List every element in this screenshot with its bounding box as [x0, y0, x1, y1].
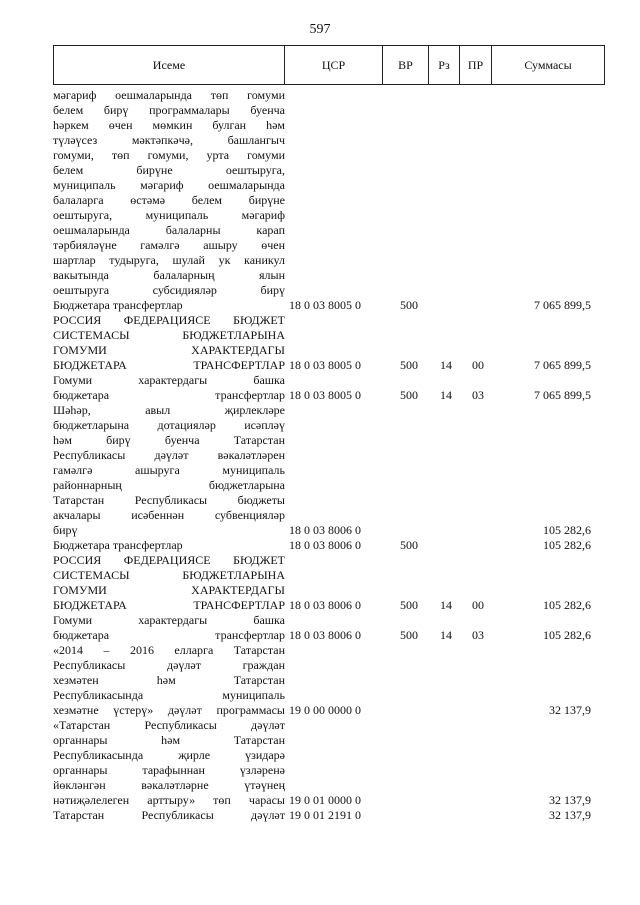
- row-name-line: Татарстан Республикасы дәүләт: [53, 808, 285, 822]
- row-name: [53, 298, 285, 313]
- row-name-line: нәтиҗәлелеген арттыру» төп чарасы: [53, 793, 285, 807]
- row-name: [53, 373, 285, 403]
- row-csr: 19 0 00 0000 0: [289, 703, 361, 717]
- row-name-line: бюджетара трансфертлар: [53, 628, 285, 642]
- row-name-line: йөкләнгән вәкаләтләрне үтәүнең: [53, 778, 285, 792]
- row-pr: [461, 538, 495, 553]
- row-name-line: БЮДЖЕТАРА ТРАНСФЕРТЛАР: [53, 358, 285, 372]
- row-name: [53, 538, 285, 553]
- table-row: [53, 88, 613, 298]
- row-vr: [387, 718, 431, 808]
- row-name-line: шартлар тудыруга, шулай ук каникул: [53, 253, 285, 267]
- row-pr: [461, 643, 495, 718]
- header-pr: ПР: [460, 46, 492, 84]
- row-csr: 18 0 03 8006 0: [289, 628, 361, 642]
- row-rz: 14: [440, 628, 452, 642]
- row-rz: [431, 403, 461, 538]
- row-name-line: вакытында балаларның ялын: [53, 268, 285, 282]
- row-rz: 14: [440, 598, 452, 612]
- row-vr: [387, 88, 431, 298]
- row-name-line: түләүсез мәктәпкәчә, башлангыч: [53, 133, 285, 147]
- row-sum: 7 065 899,5: [534, 358, 591, 372]
- row-pr: 03: [472, 388, 484, 402]
- table-row: [53, 613, 613, 643]
- row-name-line: СИСТЕМАСЫ БЮДЖЕТЛАРЫНА: [53, 328, 285, 342]
- row-rz: [431, 538, 461, 553]
- row-sum: 32 137,9: [549, 703, 591, 717]
- row-name-line: оешмаларында балаларны карап: [53, 223, 285, 237]
- row-name-line: бюджетларына дотацияләр исәпләү: [53, 418, 285, 432]
- row-name-line: гамәлгә ашыруга муниципаль: [53, 463, 285, 477]
- header-name: Исеме: [54, 46, 285, 84]
- row-sum: 32 137,9: [549, 808, 591, 822]
- row-name-line: Бюджетара трансфертлар: [53, 538, 183, 552]
- row-name-line: акчалары исәбеннән субвенцияләр: [53, 508, 285, 522]
- row-vr: 500: [400, 628, 418, 642]
- row-name: [53, 553, 285, 613]
- row-pr: 03: [472, 628, 484, 642]
- row-csr: 18 0 03 8005 0: [289, 388, 361, 402]
- row-name-line: белем бирүне оештыруга,: [53, 163, 285, 177]
- row-sum: 7 065 899,5: [534, 298, 591, 312]
- row-pr: 00: [472, 358, 484, 372]
- row-name-line: һәм бирү буенча Татарстан: [53, 433, 285, 447]
- row-rz: [431, 718, 461, 808]
- row-name-line: Республикасы дәүләт вәкаләтләрен: [53, 448, 285, 462]
- row-name-line: гомуми, төп гомуми, урта гомуми: [53, 148, 285, 162]
- row-name: [53, 613, 285, 643]
- row-sum: [495, 88, 613, 298]
- row-csr: 18 0 03 8005 0: [289, 358, 361, 372]
- row-rz: 14: [440, 358, 452, 372]
- row-name-line: Шәһәр, авыл җирлекләре: [53, 403, 285, 417]
- row-vr: 500: [400, 598, 418, 612]
- row-name: [53, 403, 285, 538]
- row-rz: [431, 88, 461, 298]
- row-vr: [387, 643, 431, 718]
- row-name: [53, 643, 285, 718]
- row-vr: 500: [400, 298, 418, 312]
- row-name-line: белем бирү программалары буенча: [53, 103, 285, 117]
- row-name-line: РОССИЯ ФЕДЕРАЦИЯСЕ БЮДЖЕТ: [53, 553, 285, 567]
- row-name-line: БЮДЖЕТАРА ТРАНСФЕРТЛАР: [53, 598, 285, 612]
- row-name-line: бирү: [53, 523, 78, 537]
- header-sum: Суммасы: [524, 57, 572, 72]
- row-vr: [387, 403, 431, 538]
- row-name-line: ГОМУМИ ХАРАКТЕРДАГЫ: [53, 343, 285, 357]
- row-name-line: Республикасы дәүләт граждан: [53, 658, 285, 672]
- row-name-line: балаларга өстәмә белем бирүне: [53, 193, 285, 207]
- row-name-line: Гомуми характердагы башка: [53, 613, 285, 627]
- row-name-line: органнары һәм Татарстан: [53, 733, 285, 747]
- table-row: [53, 313, 613, 373]
- row-name-line: ГОМУМИ ХАРАКТЕРДАГЫ: [53, 583, 285, 597]
- row-name-line: «2014 – 2016 елларга Татарстан: [53, 643, 285, 657]
- row-name-line: РОССИЯ ФЕДЕРАЦИЯСЕ БЮДЖЕТ: [53, 313, 285, 327]
- row-name-line: Республикасында җирле үзидарә: [53, 748, 285, 762]
- row-name-line: хезмәтне үстерү» дәүләт программасы: [53, 703, 285, 717]
- table-row: [53, 718, 613, 808]
- row-csr: 19 0 01 2191 0: [289, 808, 361, 822]
- row-name-line: мәгариф оешмаларында төп гомуми: [53, 88, 285, 102]
- row-csr: 19 0 01 0000 0: [289, 793, 361, 807]
- row-vr: 500: [400, 388, 418, 402]
- row-name-line: органнары тарафыннан үзләренә: [53, 763, 285, 777]
- row-rz: [431, 298, 461, 313]
- row-csr: 18 0 03 8005 0: [289, 298, 361, 312]
- row-name-line: Гомуми характердагы башка: [53, 373, 285, 387]
- row-name: [53, 313, 285, 373]
- row-sum: 105 282,6: [543, 628, 591, 642]
- table-row: [53, 298, 613, 313]
- table-row: [53, 808, 613, 823]
- row-name-line: муниципаль мәгариф оешмаларында: [53, 178, 285, 192]
- row-name: [53, 718, 285, 808]
- page-number: 597: [309, 22, 331, 37]
- row-name-line: «Татарстан Республикасы дәүләт: [53, 718, 285, 732]
- row-csr: 18 0 03 8006 0: [289, 523, 361, 537]
- table-row: [53, 643, 613, 718]
- row-vr: 500: [400, 358, 418, 372]
- row-csr: 18 0 03 8006 0: [289, 598, 361, 612]
- row-name: [53, 808, 285, 823]
- row-pr: [461, 88, 495, 298]
- row-sum: 105 282,6: [543, 523, 591, 537]
- row-sum: 105 282,6: [543, 538, 591, 552]
- row-name-line: хезмәтен һәм Татарстан: [53, 673, 285, 687]
- row-csr: [285, 88, 387, 298]
- row-name-line: тәрбияләүне гамәлгә ашыру өчен: [53, 238, 285, 252]
- row-vr: [387, 808, 431, 823]
- row-name-line: бюджетара трансфертлар: [53, 388, 285, 402]
- header-vr: ВР: [383, 46, 429, 84]
- table-header: [53, 45, 605, 85]
- row-pr: [461, 403, 495, 538]
- table-body: [53, 88, 613, 823]
- row-name-line: оештыруга субсидияләр бирү: [53, 283, 285, 297]
- row-rz: 14: [440, 388, 452, 402]
- header-csr: ЦСР: [285, 46, 383, 84]
- row-name-line: СИСТЕМАСЫ БЮДЖЕТЛАРЫНА: [53, 568, 285, 582]
- table-row: [53, 373, 613, 403]
- row-name-line: Татарстан Республикасы бюджеты: [53, 493, 285, 507]
- row-name-line: һәркем өчен мөмкин булган һәм: [53, 118, 285, 132]
- row-rz: [431, 808, 461, 823]
- table-row: [53, 553, 613, 613]
- table-row: [53, 538, 613, 553]
- row-sum: 7 065 899,5: [534, 388, 591, 402]
- row-name-line: оештыруга, муниципаль мәгариф: [53, 208, 285, 222]
- row-name-line: районнарның бюджетларына: [53, 478, 285, 492]
- row-csr: 18 0 03 8006 0: [289, 538, 361, 552]
- row-pr: [461, 298, 495, 313]
- header-rz: Рз: [429, 46, 460, 84]
- row-vr: 500: [400, 538, 418, 552]
- row-pr: 00: [472, 598, 484, 612]
- row-sum: 32 137,9: [549, 793, 591, 807]
- row-name-line: Республикасында муниципаль: [53, 688, 285, 702]
- row-pr: [461, 718, 495, 808]
- row-rz: [431, 643, 461, 718]
- row-name: [53, 88, 285, 298]
- row-name-line: Бюджетара трансфертлар: [53, 298, 183, 312]
- table-row: [53, 403, 613, 538]
- row-sum: 105 282,6: [543, 598, 591, 612]
- row-pr: [461, 808, 495, 823]
